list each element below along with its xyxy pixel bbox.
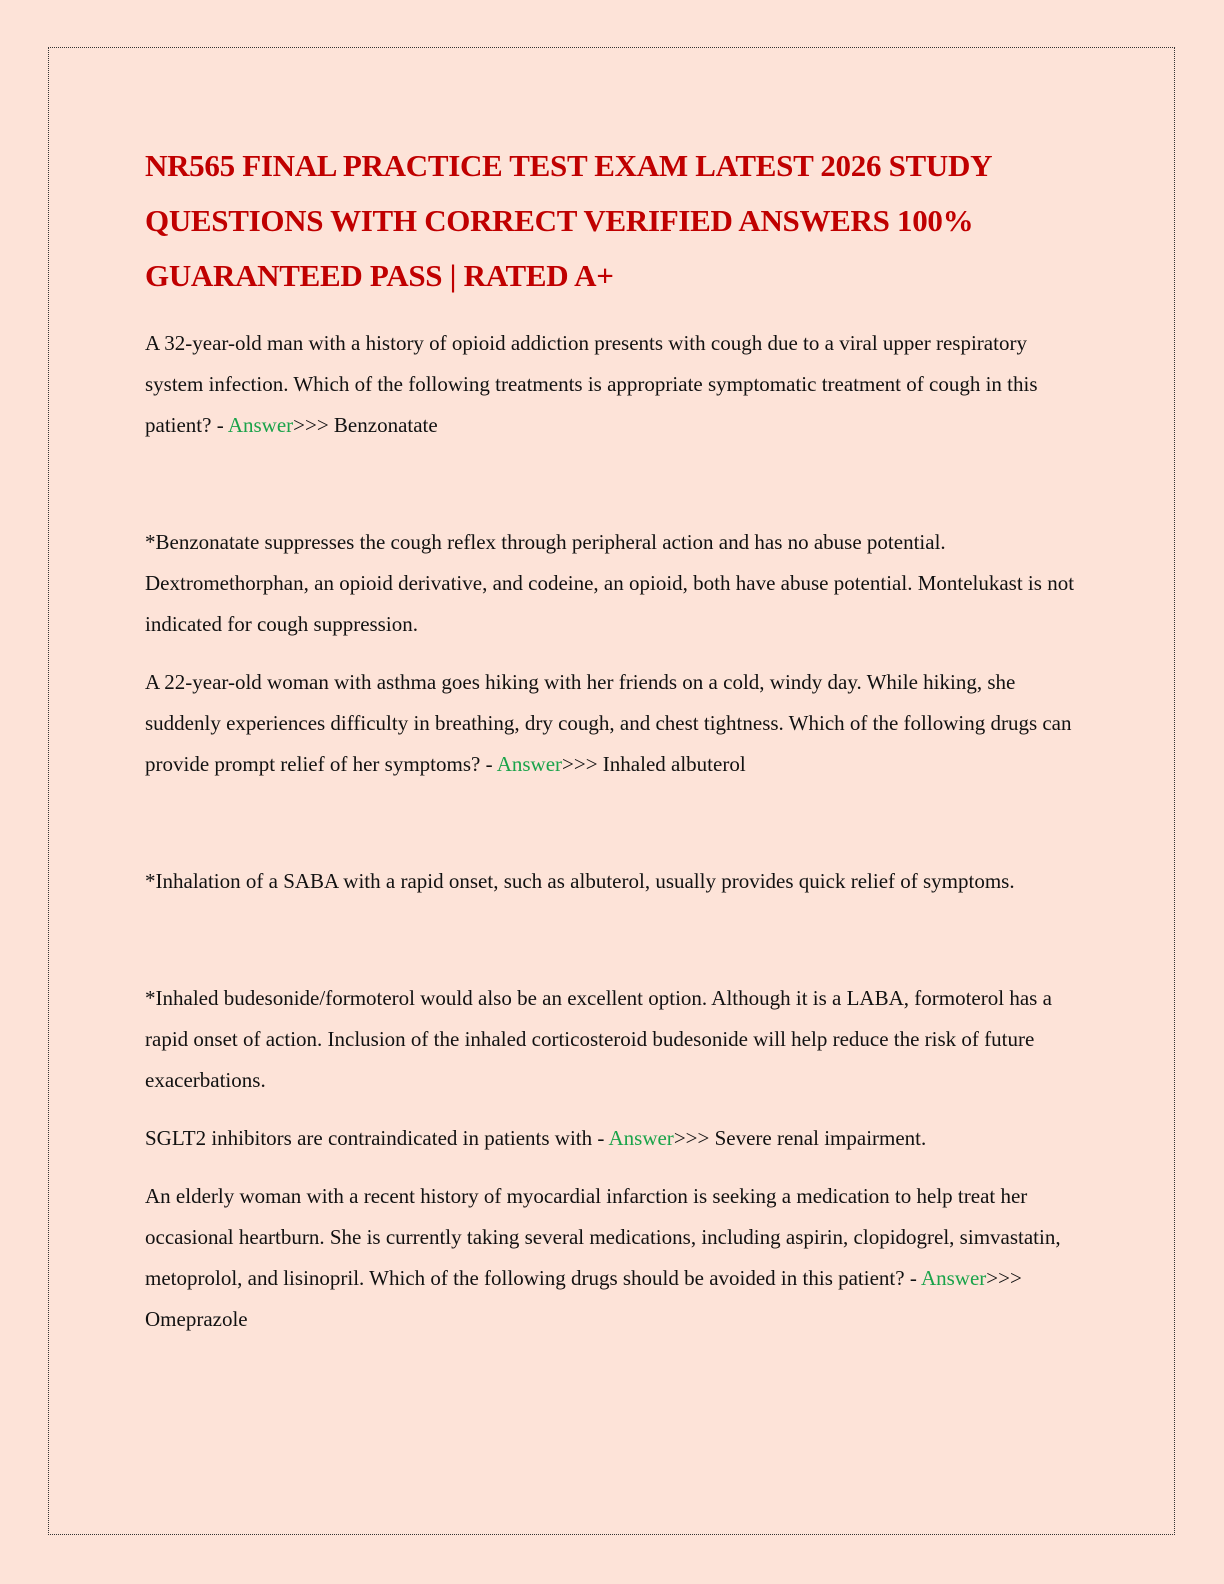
answer-separator: -	[480, 752, 497, 776]
answer-arrow: >>>	[986, 1266, 1022, 1290]
question-1	[145, 323, 1085, 446]
question-text: A 22-year-old woman with asthma goes hiking with her friends on a cold, windy day. While hiking, she suddenly experiences difficulty in breathing, dry cough, and chest tightness. Which of the following drugs can provide prompt relief of her symptoms?	[145, 670, 1072, 776]
explanation-2b: *Inhaled budesonide/formoterol would also be an excellent option. Although it is a LABA, formoterol has a rapid onset of action. Inclusion of the inhaled corticosteroid budesonide will help reduce the risk of future exacerbations.	[145, 986, 1052, 1092]
document-title: NR565 FINAL PRACTICE TEST EXAM LATEST 2026 STUDY QUESTIONS WITH CORRECT VERIFIED ANSWERS 100% GUARANTEED PASS | RATED A+	[145, 148, 992, 293]
question-text: SGLT2 inhibitors are contraindicated in patients with	[145, 1126, 593, 1150]
answer-label: Answer	[608, 1126, 674, 1150]
question-text: An elderly woman with a recent history of myocardial infarction is seeking a medication to help treat her occasional heartburn. She is currently taking several medications, including aspirin, clopidogrel, simvastatin, metoprolol, and lisinopril. Which of the following drugs should be avoided in this patient?	[145, 1184, 1061, 1290]
answer-separator: -	[904, 1266, 921, 1290]
question-2	[145, 662, 1085, 785]
answer-arrow: >>>	[562, 752, 603, 776]
answer-separator: -	[211, 413, 228, 437]
answer-label: Answer	[920, 1266, 987, 1290]
answer-separator: -	[592, 1126, 609, 1150]
answer-arrow: >>>	[673, 1126, 715, 1150]
answer-text: Inhaled albuterol	[602, 752, 746, 776]
explanation-1: *Benzonatate suppresses the cough reflex through peripheral action and has no abuse potential. Dextromethorphan, an opioid derivative, and codeine, an opioid, both have abuse potential. Montelukast is not indicated for cough suppression.	[145, 530, 1075, 636]
answer-label: Answer	[227, 413, 294, 437]
answer-text: Benzonatate	[333, 413, 438, 437]
answer-arrow: >>>	[293, 413, 334, 437]
question-3	[145, 1118, 1085, 1159]
explanation-2a: *Inhalation of a SABA with a rapid onset, such as albuterol, usually provides quick relief of symptoms.	[145, 869, 1015, 893]
question-4	[145, 1176, 1085, 1340]
document-content	[145, 138, 1085, 1340]
answer-text: Severe renal impairment.	[714, 1126, 927, 1150]
answer-text: Omeprazole	[145, 1307, 248, 1331]
answer-label: Answer	[496, 752, 563, 776]
question-text: A 32-year-old man with a history of opioid addiction presents with cough due to a viral upper respiratory system infection. Which of the following treatments is appropriate symptomatic treatment of cough in this patient?	[145, 331, 1038, 437]
